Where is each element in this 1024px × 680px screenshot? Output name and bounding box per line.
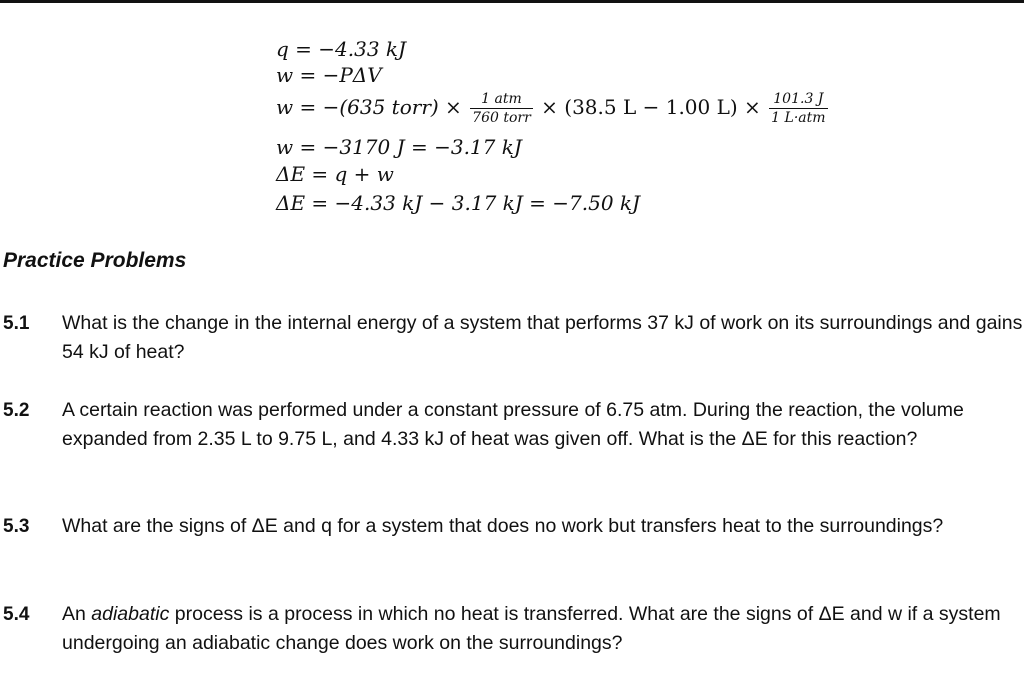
equation-dE-definition: ΔE = q + w: [276, 162, 394, 186]
problem-number: 5.3: [3, 516, 30, 537]
equation-q: q = −4.33 kJ: [276, 37, 407, 61]
fraction-denominator: 760 torr: [472, 110, 531, 126]
problem-number: 5.2: [3, 400, 30, 421]
equation-w-definition: w = −PΔV: [276, 63, 382, 87]
top-rule: [0, 0, 1024, 3]
section-heading: Practice Problems: [3, 249, 187, 272]
adiabatic-term: adiabatic: [91, 603, 170, 625]
problem-text: A certain reaction was performed under a constant pressure of 6.75 atm. During the reaction, the volume expanded from 2.35 L to 9.75 L, and 4.33 kJ of heat was given off. What is the ΔE for this reaction?: [62, 399, 964, 450]
problem-text: An adiabatic process is a process in which no heat is transferred. What are the signs of ΔE and w if a system undergoing an adiabatic change does work on the surroundings?: [62, 603, 1001, 654]
w-calc-part2: × (38.5 L − 1.00 L) ×: [541, 95, 761, 119]
equation-dE-result: ΔE = −4.33 kJ − 3.17 kJ = −7.50 kJ: [276, 191, 641, 215]
problem-number: 5.1: [3, 313, 30, 334]
problem-number: 5.4: [3, 604, 30, 625]
fraction-joule-per-latm: [769, 90, 827, 127]
problem-text: What is the change in the internal energy of a system that performs 37 kJ of work on its surroundings and gains 54 kJ of heat?: [62, 312, 1023, 363]
fraction-numerator: 1 atm: [470, 90, 533, 109]
equation-w-result: w = −3170 J = −3.17 kJ: [276, 135, 522, 159]
fraction-numerator: 101.3 J: [769, 90, 827, 109]
equation-w-calculation: [276, 90, 830, 127]
w-calc-part1: w = −(635 torr) ×: [276, 95, 462, 119]
fraction-denominator: 1 L·atm: [771, 110, 826, 126]
problem-text: What are the signs of ΔE and q for a system that does no work but transfers heat to the surroundings?: [62, 515, 944, 537]
fraction-atm-per-torr: [470, 90, 533, 127]
